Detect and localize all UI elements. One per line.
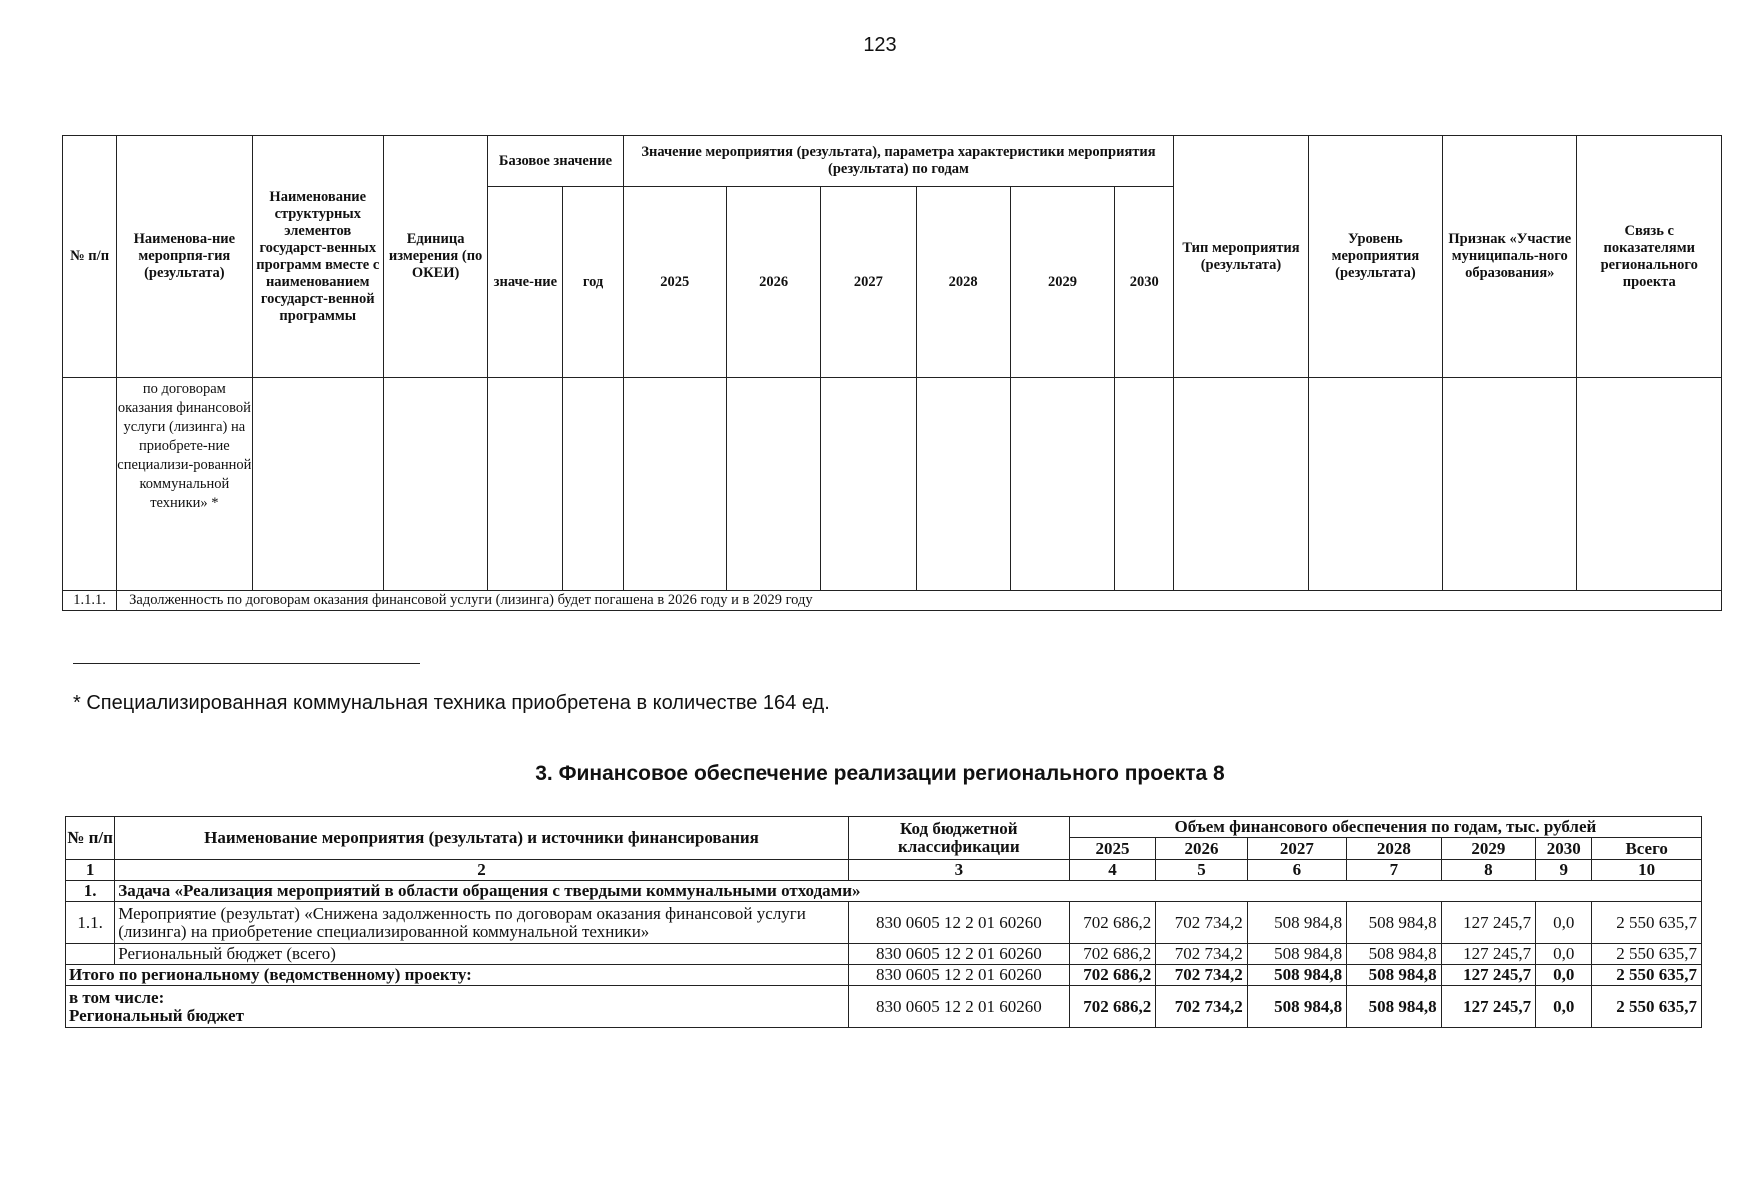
value-cell: 702 686,2 — [1069, 986, 1155, 1028]
header-year: 2029 — [1010, 187, 1114, 378]
value-cell: 702 686,2 — [1069, 902, 1155, 944]
value-cell: 127 245,7 — [1441, 965, 1535, 986]
header-type: Тип мероприятия (результата) — [1174, 136, 1308, 378]
header-year: 2028 — [916, 187, 1010, 378]
value-cell: 2 550 635,7 — [1592, 944, 1702, 965]
value-cell: 508 984,8 — [1247, 986, 1346, 1028]
value-cell: 508 984,8 — [1347, 944, 1441, 965]
total-row — [66, 965, 1702, 986]
header-link: Связь с показателями регионального проекта — [1577, 136, 1722, 378]
header-year: 2025 — [1069, 838, 1155, 860]
index-cell: 1 — [66, 860, 115, 881]
task-number: 1. — [66, 881, 115, 902]
task-name: Задача «Реализация мероприятий в области обращения с твердыми коммунальными отходами» — [115, 881, 1702, 902]
header-base-value: значе-ние — [488, 187, 563, 378]
value-cell: 2 550 635,7 — [1592, 902, 1702, 944]
header-year: 2027 — [821, 187, 916, 378]
including-label-line2: Региональный бюджет — [69, 1005, 244, 1025]
value-cell: 2 550 635,7 — [1592, 986, 1702, 1028]
row-name: Региональный бюджет (всего) — [115, 944, 849, 965]
result-name-continued: по договорам оказания финансовой услуги (лизинга) на приобрете-ние специализи-рованной коммунальной техники» * — [117, 378, 252, 591]
index-cell: 3 — [848, 860, 1069, 881]
header-year: 2026 — [1156, 838, 1247, 860]
index-cell: 5 — [1156, 860, 1247, 881]
table-row — [63, 378, 1722, 591]
index-cell: 8 — [1441, 860, 1535, 881]
header-year: 2026 — [726, 187, 820, 378]
note-text: Задолженность по договорам оказания финансовой услуги (лизинга) будет погашена в 2026 году и в 2029 году — [117, 591, 1722, 611]
note-number: 1.1.1. — [63, 591, 117, 611]
section-title: 3. Финансовое обеспечение реализации регионального проекта 8 — [535, 762, 1225, 785]
row-number — [66, 944, 115, 965]
header-unit: Единица измерения (по ОКЕИ) — [383, 136, 487, 378]
table-row — [63, 591, 1722, 611]
header-level: Уровень мероприятия (результата) — [1308, 136, 1442, 378]
value-cell: 508 984,8 — [1247, 944, 1346, 965]
index-cell: 7 — [1347, 860, 1441, 881]
index-cell: 9 — [1536, 860, 1592, 881]
value-cell: 508 984,8 — [1347, 902, 1441, 944]
value-cell: 2 550 635,7 — [1592, 965, 1702, 986]
index-cell: 6 — [1247, 860, 1346, 881]
value-cell: 0,0 — [1536, 986, 1592, 1028]
header-struct: Наименование структурных элементов государст-венных программ вместе с наименованием государст-венной программы — [252, 136, 383, 378]
row-code: 830 0605 12 2 01 60260 — [848, 902, 1069, 944]
page-number: 123 — [863, 34, 897, 56]
row-code: 830 0605 12 2 01 60260 — [848, 965, 1069, 986]
results-table — [62, 135, 1722, 611]
value-cell: 127 245,7 — [1441, 986, 1535, 1028]
footnote: * Специализированная коммунальная техника приобретена в количестве 164 ед. — [73, 692, 830, 714]
header-base: Базовое значение — [488, 136, 623, 187]
index-row — [66, 860, 1702, 881]
table-row — [66, 944, 1702, 965]
value-cell: 702 734,2 — [1156, 986, 1247, 1028]
including-label — [66, 986, 849, 1028]
index-cell: 10 — [1592, 860, 1702, 881]
header-year: 2025 — [623, 187, 726, 378]
value-cell: 702 734,2 — [1156, 965, 1247, 986]
row-code: 830 0605 12 2 01 60260 — [848, 944, 1069, 965]
value-cell: 0,0 — [1536, 944, 1592, 965]
header-year: 2027 — [1247, 838, 1346, 860]
header-volume: Объем финансового обеспечения по годам, тыс. рублей — [1069, 817, 1701, 838]
header-sign: Признак «Участие муниципаль-ного образования» — [1443, 136, 1577, 378]
row-code: 830 0605 12 2 01 60260 — [848, 986, 1069, 1028]
header-year: 2030 — [1115, 187, 1174, 378]
header-num: № п/п — [63, 136, 117, 378]
value-cell: 702 734,2 — [1156, 902, 1247, 944]
value-cell: 0,0 — [1536, 902, 1592, 944]
value-cell: 508 984,8 — [1347, 965, 1441, 986]
task-row — [66, 881, 1702, 902]
header-year: 2030 — [1536, 838, 1592, 860]
value-cell: 702 686,2 — [1069, 944, 1155, 965]
row-name: Мероприятие (результат) «Снижена задолженность по договорам оказания финансовой услуги (лизинга) на приобретение специализированной коммунальной техники» — [115, 902, 849, 944]
value-cell: 127 245,7 — [1441, 902, 1535, 944]
header-base-year: год — [563, 187, 623, 378]
header-year: 2029 — [1441, 838, 1535, 860]
header-total: Всего — [1592, 838, 1702, 860]
index-cell: 2 — [115, 860, 849, 881]
including-label-line1: в том числе: — [69, 987, 165, 1007]
header-num: № п/п — [66, 817, 115, 860]
value-cell: 127 245,7 — [1441, 944, 1535, 965]
header-year: 2028 — [1347, 838, 1441, 860]
footnote-divider — [73, 663, 420, 664]
header-name: Наименование мероприятия (результата) и источники финансирования — [115, 817, 849, 860]
total-label: Итого по региональному (ведомственному) проекту: — [66, 965, 849, 986]
value-cell: 508 984,8 — [1247, 965, 1346, 986]
value-cell: 508 984,8 — [1347, 986, 1441, 1028]
row-number: 1.1. — [66, 902, 115, 944]
header-name: Наименова-ние меропрпя-гия (результата) — [117, 136, 252, 378]
financing-table — [65, 816, 1702, 1028]
table-row — [66, 902, 1702, 944]
value-cell: 702 686,2 — [1069, 965, 1155, 986]
header-code: Код бюджетной классификации — [848, 817, 1069, 860]
index-cell: 4 — [1069, 860, 1155, 881]
header-value-group: Значение мероприятия (результата), параметра характеристики мероприятия (результата) по годам — [623, 136, 1174, 187]
value-cell: 702 734,2 — [1156, 944, 1247, 965]
including-row — [66, 986, 1702, 1028]
value-cell: 0,0 — [1536, 965, 1592, 986]
value-cell: 508 984,8 — [1247, 902, 1346, 944]
